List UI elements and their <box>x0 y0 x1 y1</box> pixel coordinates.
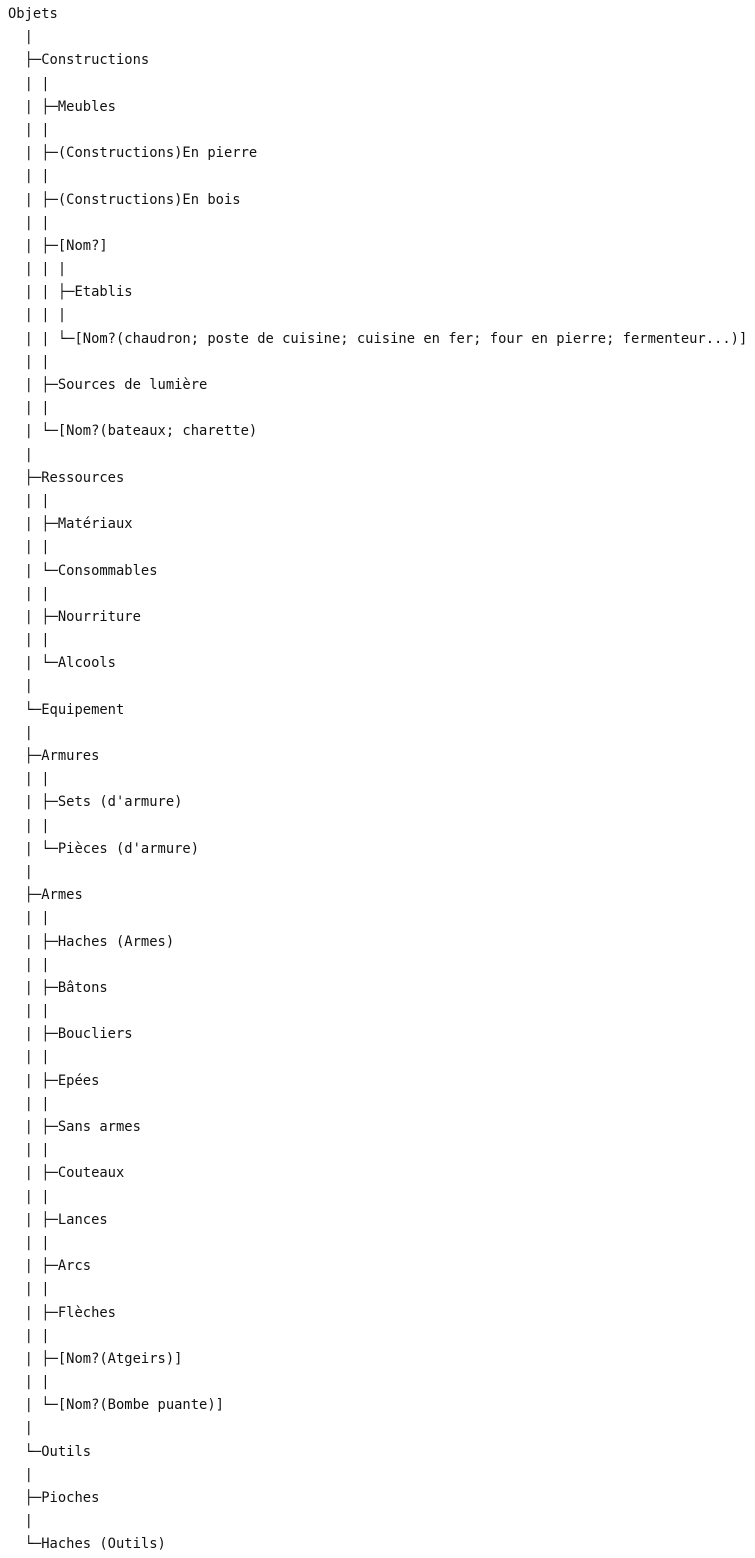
tree-line: | ├─[Nom?] <box>8 237 108 254</box>
tree-line: | ├─Boucliers <box>8 1026 133 1043</box>
tree-line: | | <box>8 214 50 231</box>
tree-root-line: Objets <box>8 6 58 22</box>
tree-line: | ├─Matériaux <box>8 516 133 533</box>
tree-line: | | <box>8 1234 50 1251</box>
tree-line: | ├─Flèches <box>8 1304 116 1321</box>
tree-line: | | <box>8 168 50 185</box>
tree-line: | └─[Nom?(Bombe puante)] <box>8 1397 224 1414</box>
tree-line: | ├─Lances <box>8 1211 108 1228</box>
tree-line: ├─Armures <box>8 748 100 764</box>
tree-line: └─Haches (Outils) <box>8 1536 166 1553</box>
tree-line: | | <box>8 1003 50 1020</box>
tree-line: | └─Alcools <box>8 655 116 672</box>
tree-line: ├─Pioches <box>8 1490 100 1506</box>
tree-line: | <box>8 1513 33 1530</box>
tree-line: | ├─Nourriture <box>8 608 141 625</box>
tree-line: | ├─Arcs <box>8 1258 92 1275</box>
tree-line: | ├─Sans armes <box>8 1119 141 1135</box>
tree-line: | | <box>8 1095 50 1112</box>
tree-line: | ├─Sources de lumière <box>8 377 208 393</box>
tree-line: | └─[Nom?(bateaux; charette) <box>8 423 258 440</box>
tree-line: | | <box>8 1049 50 1066</box>
tree-line: | └─Consommables <box>8 562 158 579</box>
tree-line: | <box>8 724 33 741</box>
tree-line: | <box>8 678 33 695</box>
tree-line: | | <box>8 910 50 927</box>
tree-line: | ├─(Constructions)En pierre <box>8 145 258 162</box>
tree-line: | <box>8 1420 33 1437</box>
tree-line: | | └─[Nom?(chaudron; poste de cuisine; cuisine en fer; four en pierre; fermenteur...)] <box>8 330 748 347</box>
tree-line: | | | <box>8 307 67 324</box>
tree-line: | | <box>8 539 50 556</box>
tree-line: | | <box>8 492 50 509</box>
tree-line: | └─Pièces (d'armure) <box>8 840 200 857</box>
tree-line: | ├─Epées <box>8 1072 100 1089</box>
tree-line: | | <box>8 75 50 92</box>
tree-line: | | <box>8 400 50 417</box>
tree-line: | | <box>8 1327 50 1344</box>
tree-line: | ├─[Nom?(Atgeirs)] <box>8 1350 183 1367</box>
tree-line: | ├─(Constructions)En bois <box>8 191 241 208</box>
tree-line: ├─Armes <box>8 887 83 904</box>
tree-line: | <box>8 29 33 46</box>
tree-line: | | <box>8 1188 50 1205</box>
tree-line: ├─Ressources <box>8 469 125 486</box>
tree-line: | ├─Haches (Armes) <box>8 933 175 950</box>
tree-line: └─Equipement <box>8 701 125 718</box>
tree-line: | | <box>8 1374 50 1391</box>
tree-line: | ├─Sets (d'armure) <box>8 794 183 811</box>
tree-line: | | <box>8 771 50 788</box>
tree-line: | | <box>8 817 50 834</box>
tree-line: | | <box>8 632 50 649</box>
tree-line: | | <box>8 956 50 973</box>
tree-line: | | ├─Etablis <box>8 284 133 301</box>
tree-line: | | <box>8 1142 50 1159</box>
tree-line: ├─Constructions <box>8 52 150 69</box>
tree-line: | ├─Couteaux <box>8 1165 125 1182</box>
tree-line: | ├─Meubles <box>8 98 116 115</box>
tree-line: | | <box>8 353 50 370</box>
tree-line: | <box>8 863 33 880</box>
tree-line: | | <box>8 121 50 138</box>
tree-line: | | <box>8 585 50 602</box>
tree-line: | <box>8 1466 33 1483</box>
tree-line: | <box>8 446 33 463</box>
tree-line: | ├─Bâtons <box>8 979 108 996</box>
tree-line: └─Outils <box>8 1443 92 1460</box>
tree-line: | | | <box>8 261 67 278</box>
tree-line: | | <box>8 1281 50 1298</box>
